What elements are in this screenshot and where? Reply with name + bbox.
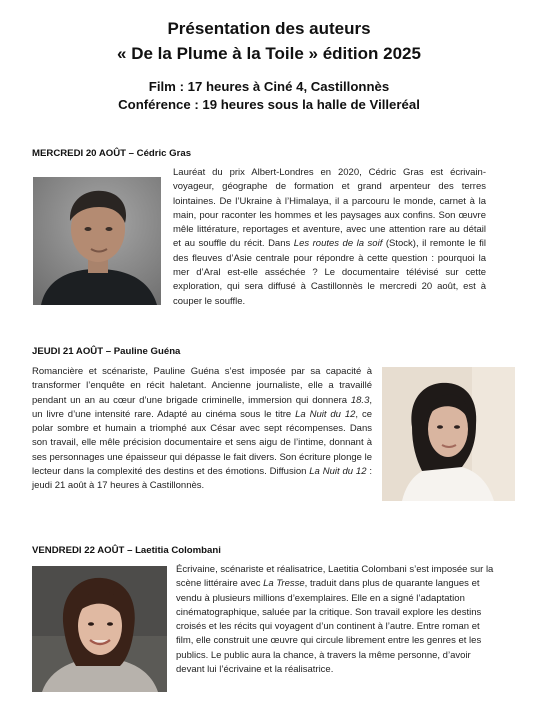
book-title-la-tresse: La Tresse — [263, 578, 305, 590]
section-heading-laetitia-colombani: VENDREDI 22 AOÛT – Laetitia Colombani — [32, 545, 221, 556]
book-title-routes-de-la-soif: Les routes de la soif — [293, 238, 383, 250]
film-title-la-nuit-du-12: La Nuit du 12 — [309, 466, 367, 478]
portrait-pauline-guena — [382, 367, 515, 501]
page-title: Présentation des auteurs — [167, 19, 371, 38]
section-heading-cedric-gras: MERCREDI 20 AOÛT – Cédric Gras — [32, 148, 192, 159]
edition-title: « De la Plume à la Toile » édition 2025 — [117, 44, 421, 63]
section-heading-pauline-guena: JEUDI 21 AOÛT – Pauline Guéna — [32, 346, 181, 357]
portrait-laetitia-colombani — [32, 566, 167, 692]
bio-pauline-guena: Romancière et scénariste, Pauline Guéna s’est imposée par sa capacité à transformer l’enquête en récit haletant. Ancienne journaliste, elle a travaillé pendant un an au cœur d’une brigade criminelle, immersion qui donnera 18.3, un livre d’une intensité rare. Adapté au cinéma sous le titre La Nuit du 12, ce polar sombre et humain a triomphé aux César avec sept récompenses. Dans son travail, elle mêle précision documentaire et sens aigu de l’intime, donnant à ses personnages une épaisseur qui dépasse le fait divers. Son écriture plonge le lecteur dans la complexité des destins et des émotions. Diffusion La Nuit du 12 : jeudi 21 août à 17 heures à Castillonnès. — [32, 366, 372, 492]
portrait-cedric-gras — [33, 177, 161, 305]
film-info: Film : 17 heures à Ciné 4, Castillonnès — [148, 79, 390, 94]
bio-laetitia-colombani: Écrivaine, scénariste et réalisatrice, Laetitia Colombani s’est imposée sur la scène littéraire avec La Tresse, traduit dans plus de quarante langues et vendu à plusieurs millions d’exemplaires. Elle en a signé l’adaptation cinématographique, saluée par la critique. Son travail explore les destins croisés et les récits qui voyagent d’un continent à l’autre. Entre roman et film, elle construit une œuvre qui circule librement entre les genres et les publics. Le public aura la chance, à travers la même personne, d’avoir devant lui l’écrivaine et la réalisatrice. — [176, 564, 494, 676]
bio-cedric-gras: Lauréat du prix Albert-Londres en 2020, Cédric Gras est écrivain-voyageur, géographe de formation et grand arpenteur des terres lointaines. De l’Ukraine à l’Himalaya, il a parcouru le monde, carnet à la main, pour raconter les hommes et les paysages aux confins. Son œuvre mêle littérature, reportages et aventure, avec une attention rare au détail et au souffle du récit. Dans Les routes de la soif (Stock), il remonte le fil des fleuves d’Asie centrale pour répondre à cette question : pourquoi la mer d’Aral est-elle asséchée ? Le documentaire télévisé sur cette exploration, qui sera diffusé à Castillonnès le mercredi 20 août, est à couper le souffle. — [173, 167, 487, 307]
book-title-18-3: 18.3 — [350, 394, 370, 406]
conference-info: Conférence : 19 heures sous la halle de Villeréal — [118, 97, 420, 112]
book-title-la-nuit-du-12: La Nuit du 12 — [295, 408, 356, 420]
